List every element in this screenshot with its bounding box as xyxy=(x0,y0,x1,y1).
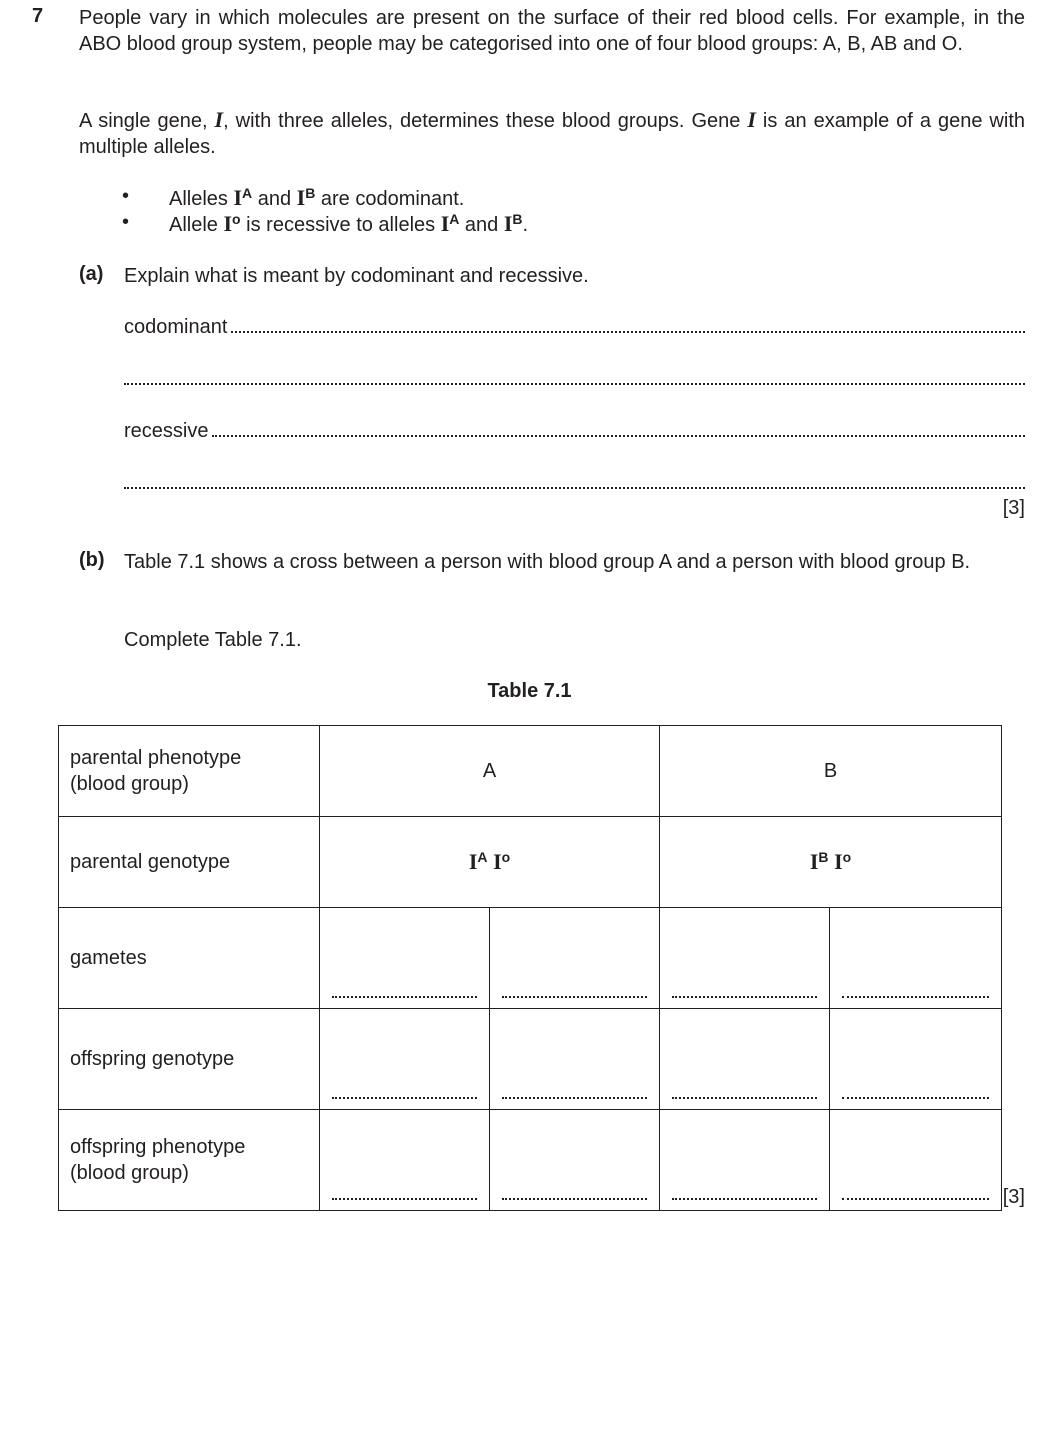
part-a-text: Explain what is meant by codominant and recessive. xyxy=(124,265,589,287)
row-label-offspring-phenotype: offspring phenotype (blood group) xyxy=(59,1110,320,1211)
gamete-answer-cell[interactable] xyxy=(490,908,660,1009)
question-number: 7 xyxy=(32,5,44,27)
intro-paragraph-2: A single gene, I, with three alleles, determines these blood groups. Gene I is an example of a gene with multiple alleles. xyxy=(79,107,1026,158)
dotted-answer-line xyxy=(842,1197,989,1200)
dotted-answer-line xyxy=(332,1197,477,1200)
intro-paragraph-1: People vary in which molecules are present on the surface of their red blood cells. For example, in the ABO blood group system, people may be categorised into one of four blood groups: A, B, AB and O. xyxy=(79,7,1025,55)
table-row xyxy=(59,1009,1002,1110)
dotted-answer-line xyxy=(231,331,1025,333)
parental-genotype-a: $I^A$ $I^o$ xyxy=(320,817,660,908)
dotted-answer-line xyxy=(332,995,477,998)
offspring-genotype-answer-cell[interactable] xyxy=(830,1009,1002,1110)
bullet-codominant: Alleles $I^A$ and $I^B$ are codominant. xyxy=(169,185,465,210)
offspring-phenotype-answer-cell[interactable] xyxy=(490,1110,660,1211)
offspring-genotype-answer-cell[interactable] xyxy=(320,1009,490,1110)
dotted-answer-line xyxy=(502,995,647,998)
answer-line-recessive[interactable] xyxy=(124,417,1025,443)
parental-phenotype-b: B xyxy=(660,726,1002,817)
part-a-marks: [3] xyxy=(1002,497,1025,519)
table-row xyxy=(59,908,1002,1009)
dotted-answer-line xyxy=(124,383,1025,385)
answer-line-codominant-2[interactable] xyxy=(124,365,1025,391)
part-a-label: (a) xyxy=(79,263,104,285)
part-b-label: (b) xyxy=(79,549,105,571)
dotted-answer-line xyxy=(672,1197,817,1200)
table-row xyxy=(59,817,1002,908)
offspring-phenotype-answer-cell[interactable] xyxy=(320,1110,490,1211)
dotted-answer-line xyxy=(672,995,817,998)
dotted-answer-line xyxy=(502,1096,647,1099)
row-label-offspring-genotype: offspring genotype xyxy=(59,1009,320,1110)
row-label-gametes: gametes xyxy=(59,908,320,1009)
bullet-marker: • xyxy=(122,185,130,207)
gamete-answer-cell[interactable] xyxy=(320,908,490,1009)
gene-symbol: I xyxy=(214,107,224,132)
gene-symbol: I xyxy=(747,107,756,132)
row-label-parental-genotype: parental genotype xyxy=(59,817,320,908)
offspring-phenotype-answer-cell[interactable] xyxy=(660,1110,830,1211)
offspring-phenotype-answer-cell[interactable] xyxy=(830,1110,1002,1211)
dotted-answer-line xyxy=(842,1096,989,1099)
question-intro xyxy=(79,5,1025,57)
part-b-instruction: Complete Table 7.1. xyxy=(124,629,302,651)
bullet-marker: • xyxy=(122,211,130,233)
table-caption: Table 7.1 xyxy=(487,680,572,702)
dotted-answer-line xyxy=(672,1096,817,1099)
recessive-label: recessive xyxy=(124,420,209,442)
table-7-1 xyxy=(58,725,1002,1211)
gamete-answer-cell[interactable] xyxy=(830,908,1002,1009)
part-b-text: Table 7.1 shows a cross between a person with blood group A and a person with blood group B. xyxy=(124,551,971,573)
parental-phenotype-a: A xyxy=(320,726,660,817)
question-gene-paragraph xyxy=(79,107,1025,160)
table-row xyxy=(59,1110,1002,1211)
offspring-genotype-answer-cell[interactable] xyxy=(660,1009,830,1110)
dotted-answer-line xyxy=(502,1197,647,1200)
parental-genotype-b: $I^B$ $I^o$ xyxy=(660,817,1002,908)
offspring-genotype-answer-cell[interactable] xyxy=(490,1009,660,1110)
codominant-label: codominant xyxy=(124,316,228,338)
table-row xyxy=(59,726,1002,817)
row-label-parental-phenotype: parental phenotype (blood group) xyxy=(59,726,320,817)
answer-line-codominant[interactable] xyxy=(124,313,1025,339)
dotted-answer-line xyxy=(212,435,1025,437)
dotted-answer-line xyxy=(332,1096,477,1099)
dotted-answer-line xyxy=(124,487,1025,489)
answer-line-recessive-2[interactable] xyxy=(124,469,1025,495)
dotted-answer-line xyxy=(842,995,989,998)
gamete-answer-cell[interactable] xyxy=(660,908,830,1009)
part-b-marks: [3] xyxy=(1002,1186,1025,1208)
bullet-recessive: Allele $I^o$ is recessive to alleles $I^A$ and $I^B$. xyxy=(169,211,529,236)
